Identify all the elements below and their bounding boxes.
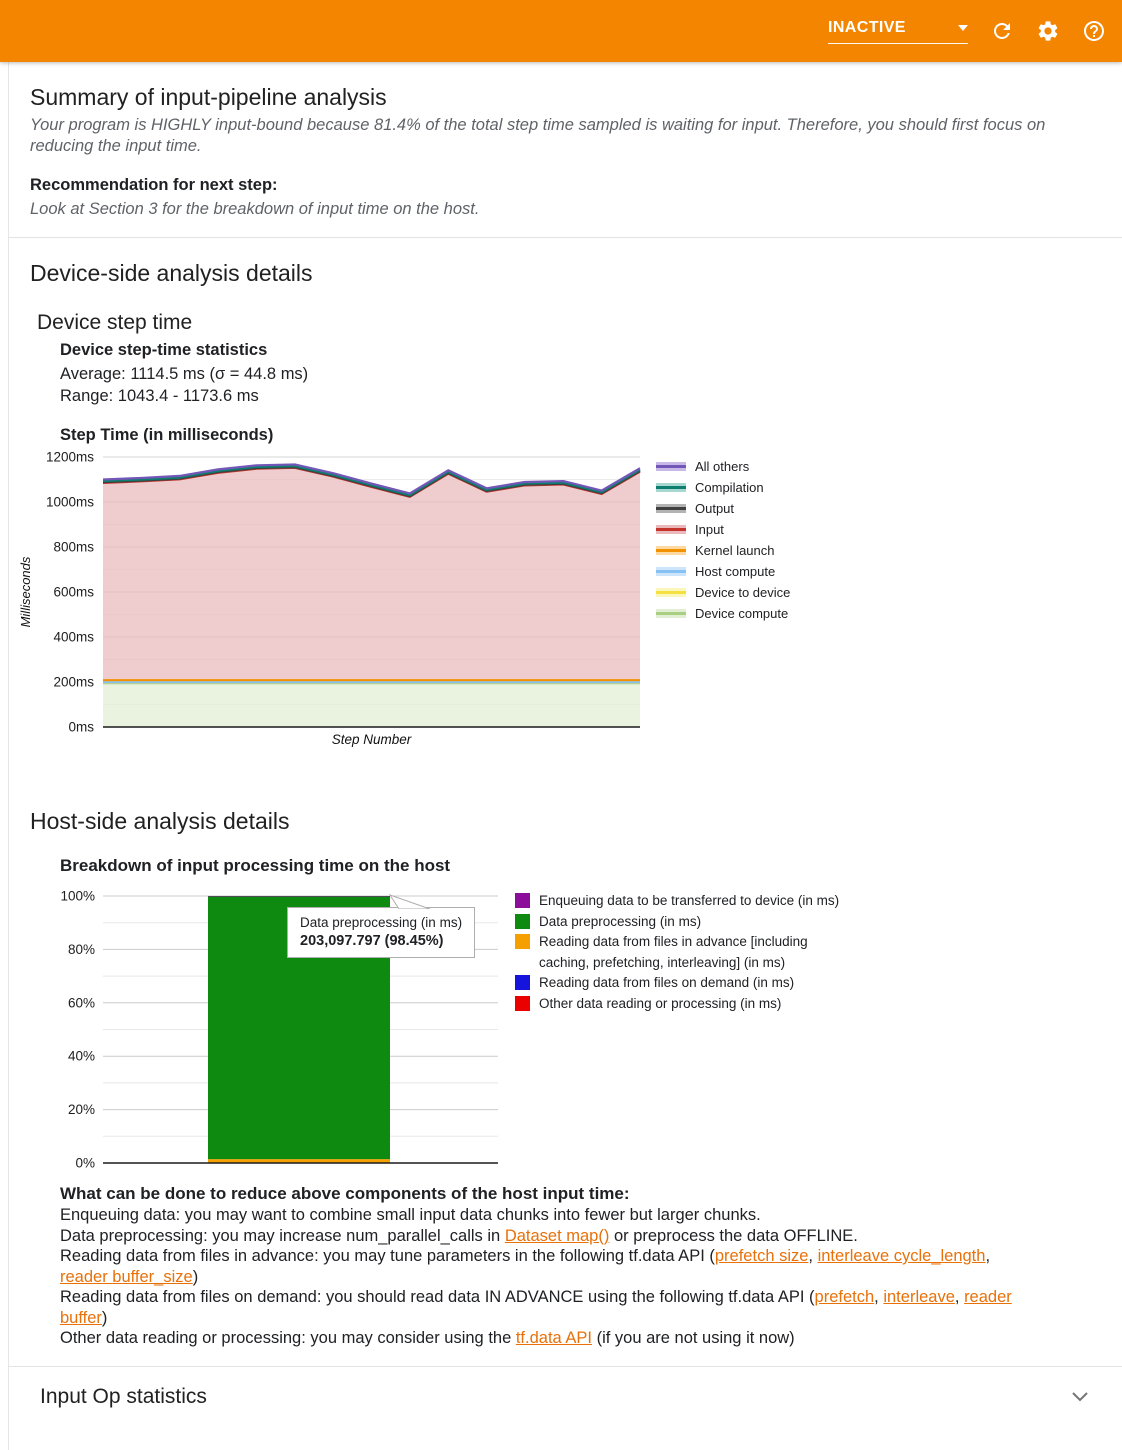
legend-label: Device to device [695,585,791,600]
legend-line-swatch [656,588,686,597]
advice-text: , [954,1288,965,1306]
legend-item [515,973,839,994]
legend-line-swatch [656,567,686,576]
legend-line-swatch [656,609,686,618]
host-chart-legend [515,891,839,1014]
advice-text: Other data reading or processing: you may consider using the [60,1329,516,1347]
section-divider [8,237,1122,238]
settings-button[interactable] [1036,19,1060,43]
svg-text:0ms: 0ms [68,719,94,735]
legend-label: Output [695,501,735,516]
help-icon [1082,19,1106,43]
legend-color-swatch [515,975,530,990]
legend-label: Kernel launch [695,543,775,558]
legend-label: All others [695,459,750,474]
dropdown-caret-icon [958,25,968,31]
svg-text:20%: 20% [67,1102,95,1118]
legend-label: Data preprocessing (in ms) [539,913,702,929]
device-step-time-title: Device step time [37,311,193,334]
legend-item [515,994,839,1015]
svg-text:0%: 0% [75,1155,95,1171]
advice-text: , [874,1288,884,1306]
summary-section-title: Summary of input-pipeline analysis [30,84,387,110]
legend-label: Enqueuing data to be transferred to device (in ms) [539,893,840,908]
legend-line-swatch [656,525,686,534]
capture-status-dropdown[interactable] [828,19,968,44]
advice-link[interactable]: prefetch size [714,1247,809,1265]
advice-line [60,1328,1012,1349]
legend-color-swatch [515,934,530,949]
device-chart-title: Step Time (in milliseconds) [60,426,274,444]
advice-text: , [808,1247,818,1265]
advice-link[interactable]: Dataset map() [504,1226,610,1245]
advice-link[interactable]: buffer [60,1308,102,1327]
chevron-down-icon [1072,1392,1088,1402]
legend-label: Reading data from files on demand (in ms) [539,975,795,990]
advice-link[interactable]: interleave [883,1288,955,1306]
tooltip-label: Data preprocessing (in ms) [300,915,463,930]
legend-item [515,891,839,912]
legend-line-swatch [656,546,686,555]
device-chart-legend [656,456,790,624]
legend-label: Reading data from files in advance [including caching, prefetching, interleaving] (in ms) [539,934,808,970]
gear-icon [1036,19,1060,43]
host-section-title: Host-side analysis details [30,808,290,834]
recommendation-body: Look at Section 3 for the breakdown of input time on the host. [30,200,480,218]
advice-text: or preprocess the data OFFLINE. [609,1226,858,1245]
device-stats-range: Range: 1043.4 - 1173.6 ms [60,387,259,405]
advice-line [60,1267,1012,1288]
tooltip-value: 203,097.797 (98.45%) [300,933,444,949]
advice-text: ) [101,1308,108,1327]
svg-text:80%: 80% [67,941,95,957]
tooltip-callout [383,894,443,909]
advice-title: What can be done to reduce above components of the host input time: [60,1184,630,1203]
legend-item [515,912,839,933]
summary-body: Your program is HIGHLY input-bound because 81.4% of the total step time sampled is waiting for input. Therefore, you should first focus on reducing the input time. [30,116,1046,155]
legend-label: Host compute [695,564,776,579]
legend-item-input [656,519,790,540]
panel-left-border [8,62,9,1450]
legend-item-all-others [656,456,790,477]
svg-text:800ms: 800ms [53,539,94,555]
recommendation-label: Recommendation for next step: [30,176,278,194]
legend-label: Input [695,522,724,537]
legend-color-swatch [515,914,530,929]
advice-line [60,1226,1012,1247]
legend-item-device-to-device [656,582,790,603]
svg-text:100%: 100% [60,888,95,904]
help-button[interactable] [1082,19,1106,43]
legend-color-swatch [515,996,530,1011]
advice-text: , [985,1247,991,1265]
legend-label: Compilation [695,480,764,495]
input-op-statistics-expander[interactable] [8,1367,1122,1427]
device-section-title: Device-side analysis details [30,260,313,286]
advice-line [60,1308,1012,1329]
advice-text: Data preprocessing: you may increase num_parallel_calls in [60,1226,505,1245]
legend-label: Device compute [695,606,789,621]
advice-link[interactable]: reader buffer_size [60,1267,193,1286]
advice-line [60,1287,1012,1308]
refresh-icon [990,19,1014,43]
advice-text: ) [192,1267,199,1286]
svg-text:Milliseconds: Milliseconds [18,556,33,628]
advice-text: (if you are not using it now) [591,1329,795,1347]
advice-line [60,1246,1012,1267]
advice-text: Reading data from files in advance: you may tune parameters in the following tf.data API ( [60,1247,715,1265]
svg-text:1000ms: 1000ms [45,494,94,510]
advice-lines [60,1205,1012,1349]
svg-text:400ms: 400ms [53,629,94,645]
legend-item-host-compute [656,561,790,582]
input-op-statistics-title: Input Op statistics [40,1385,207,1408]
legend-item-kernel-launch [656,540,790,561]
legend-item [515,932,839,973]
advice-link[interactable]: prefetch [814,1288,875,1306]
device-step-time-chart [15,448,665,748]
refresh-button[interactable] [990,19,1014,43]
legend-line-swatch [656,504,686,513]
legend-item-output [656,498,790,519]
legend-color-swatch [515,893,530,908]
app-bar [0,0,1122,62]
svg-text:Step Number: Step Number [331,732,412,747]
capture-status-label: INACTIVE [828,18,906,36]
legend-label: Other data reading or processing (in ms) [539,995,782,1011]
svg-text:40%: 40% [67,1048,95,1064]
advice-line [60,1205,1012,1226]
svg-text:600ms: 600ms [53,584,94,600]
svg-text:200ms: 200ms [53,674,94,690]
advice-link[interactable]: interleave cycle_length [817,1247,986,1265]
legend-item-device-compute [656,603,790,624]
advice-link[interactable]: tf.data API [515,1329,592,1347]
app-bar-controls [828,0,1106,62]
advice-text: Enqueuing data: you may want to combine small input data chunks into fewer but larger chunks. [60,1206,761,1224]
advice-link[interactable]: reader [964,1288,1012,1306]
svg-text:1200ms: 1200ms [45,449,94,465]
legend-item-compilation [656,477,790,498]
chart-tooltip [287,907,475,958]
legend-line-swatch [656,462,686,471]
host-chart-title: Breakdown of input processing time on the host [60,856,451,875]
legend-line-swatch [656,483,686,492]
advice-text: Reading data from files on demand: you should read data IN ADVANCE using the following tf.data API ( [60,1288,815,1306]
device-stats-title: Device step-time statistics [60,341,268,359]
device-stats-average: Average: 1114.5 ms (σ = 44.8 ms) [60,365,309,383]
svg-text:60%: 60% [67,995,95,1011]
